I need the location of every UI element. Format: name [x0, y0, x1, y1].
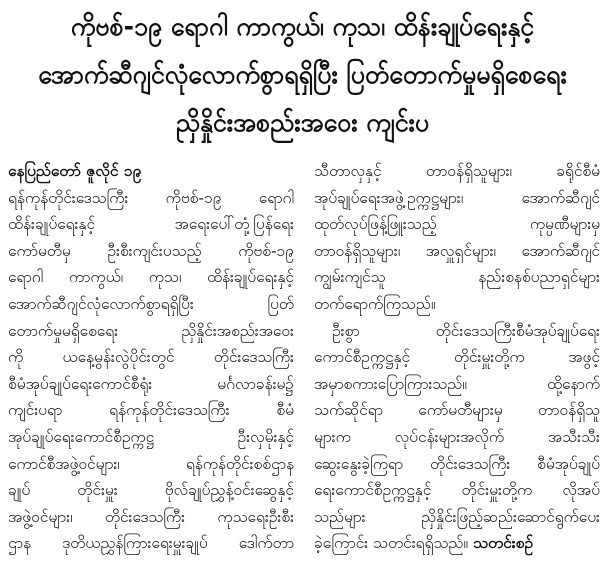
- article-line: တာဝန်ရှိသူများ၊ အလှူရှင်များ၊ အောက်ဆီဂျင်: [314, 241, 600, 260]
- headline-line-2: အောက်ဆီဂျင်လုံလောက်စွာရရှိပြီး ပြတ်တောက်မှုမရှိစေရေး: [38, 60, 567, 89]
- article-line: တောက်မှုမရှိစေရေး ညှိနှိုင်းအစည်းအဝေး: [8, 321, 294, 340]
- article-line: သက်ဆိုင်ရာ ကော်မတီများမှ တာဝန်ရှိသူ: [314, 401, 600, 420]
- article-line: တက်ရောက်ကြသည်။: [314, 294, 436, 313]
- article-line: အမှာစကားပြောကြားသည်။ ထို့နောက်: [314, 374, 600, 393]
- article-line: အောက်ဆီဂျင်လုံလောက်စွာရရှိပြီး ပြတ်: [8, 294, 294, 313]
- article-line: ကောင်စီအဖွဲ့ဝင်များ၊ ရန်ကုန်တိုင်းစစ်ဌာန: [8, 454, 294, 473]
- article-line: အုပ်ချုပ်ရေးကောင်စီဥက္ကဋ္ဌ ဦးလှမိုးနှင့်: [8, 427, 294, 446]
- dateline: နေပြည်တော် ဇူလိုင် ၁၉: [8, 162, 142, 180]
- article-column-left: [8, 158, 294, 557]
- article-line: ဌာန ဒုတိယညွှန်ကြားရေးမှူးချုပ် ဒေါက်တာ: [8, 534, 294, 553]
- article-line: အဖွဲ့ဝင်များ၊ တိုင်းဒေသကြီး ကုသရေးဦးစီး: [8, 507, 294, 526]
- article-column-right: [314, 158, 600, 557]
- article-line: ကျင်းပရာ ရန်ကုန်တိုင်းဒေသကြီး စီမံ: [8, 401, 294, 420]
- article-closing-text: ခဲ့ကြောင်း သတင်းရရှိသည်။: [314, 534, 469, 553]
- article-line: ကော်မတီမှ ဦးစီးကျင်းပသည့် ကိုဗစ်-၁၉: [8, 241, 294, 260]
- article-line: ကျွမ်းကျင်သူ နည်းစနစ်ပညာရှင်များ: [314, 268, 600, 287]
- headline-line-3: ညှိနှိုင်းအစည်းအဝေး ကျင်းပ: [175, 108, 430, 137]
- article-line: ရောဂါ ကာကွယ်၊ ကုသ၊ ထိန်းချုပ်ရေးနှင့်: [8, 268, 294, 287]
- article-line: သည်များ ညှိနှိုင်းဖြည့်ဆည်းဆောင်ရွက်ပေး: [314, 507, 600, 526]
- article-line: ရန်ကုန်တိုင်းဒေသကြီး ကိုဗစ်-၁၉ ရောဂါ: [8, 188, 294, 207]
- article-line: ထိန်းချုပ်ရေးနှင့် အရေးပေါ်တုံ့ပြန်ရေး: [8, 215, 294, 234]
- article-line: အုပ်ချုပ်ရေးအဖွဲ့ဥက္ကဋ္ဌများ၊ အောက်ဆီဂျင်: [314, 188, 600, 207]
- article-last-line: [314, 530, 600, 557]
- headline-line-1: ကိုဗစ်-၁၉ ရောဂါ ကာကွယ်၊ ကုသ၊ ထိန်းချုပ်ရေးနှင့်: [70, 12, 535, 41]
- article-line: စီမံအုပ်ချုပ်ရေးကောင်စီရုံး မင်္ဂလာခန်းမ၌: [8, 374, 294, 393]
- article-line: ရေးကောင်စီဥက္ကဋ္ဌနှင့် တိုင်းမှူးတို့က လိုအပ်: [314, 481, 600, 500]
- article-line: များက လုပ်ငန်းများအလိုက် အသီးသီး: [314, 427, 600, 446]
- article-line: သီတာလှနှင့် တာဝန်ရှိသူများ၊ ခရိုင်စီမံ: [314, 162, 600, 180]
- article-line: ချုပ် တိုင်းမှူး ဗိုလ်ချုပ်ညွှန့်ဝင်းဆွေနှင့်: [8, 481, 294, 500]
- article-line: ဆွေးနွေးခဲ့ကြရာ တိုင်းဒေသကြီး စီမံအုပ်ချုပ်: [314, 454, 600, 473]
- article-line: ထုတ်လုပ်ဖြန့်ဖြူးသည့် ကုမ္ပဏီများမှ: [314, 215, 600, 234]
- article-line: ကို ယနေ့မွန်းလွဲပိုင်းတွင် တိုင်းဒေသကြီး: [8, 348, 294, 367]
- article-line: ဦးစွာ တိုင်းဒေသကြီးစီမံအုပ်ချုပ်ရေး: [332, 321, 600, 340]
- article-line: ကောင်စီဥက္ကဋ္ဌနှင့် တိုင်းမှူးတို့က အဖွင့်: [314, 348, 600, 367]
- byline: သတင်းစဉ်: [473, 534, 533, 553]
